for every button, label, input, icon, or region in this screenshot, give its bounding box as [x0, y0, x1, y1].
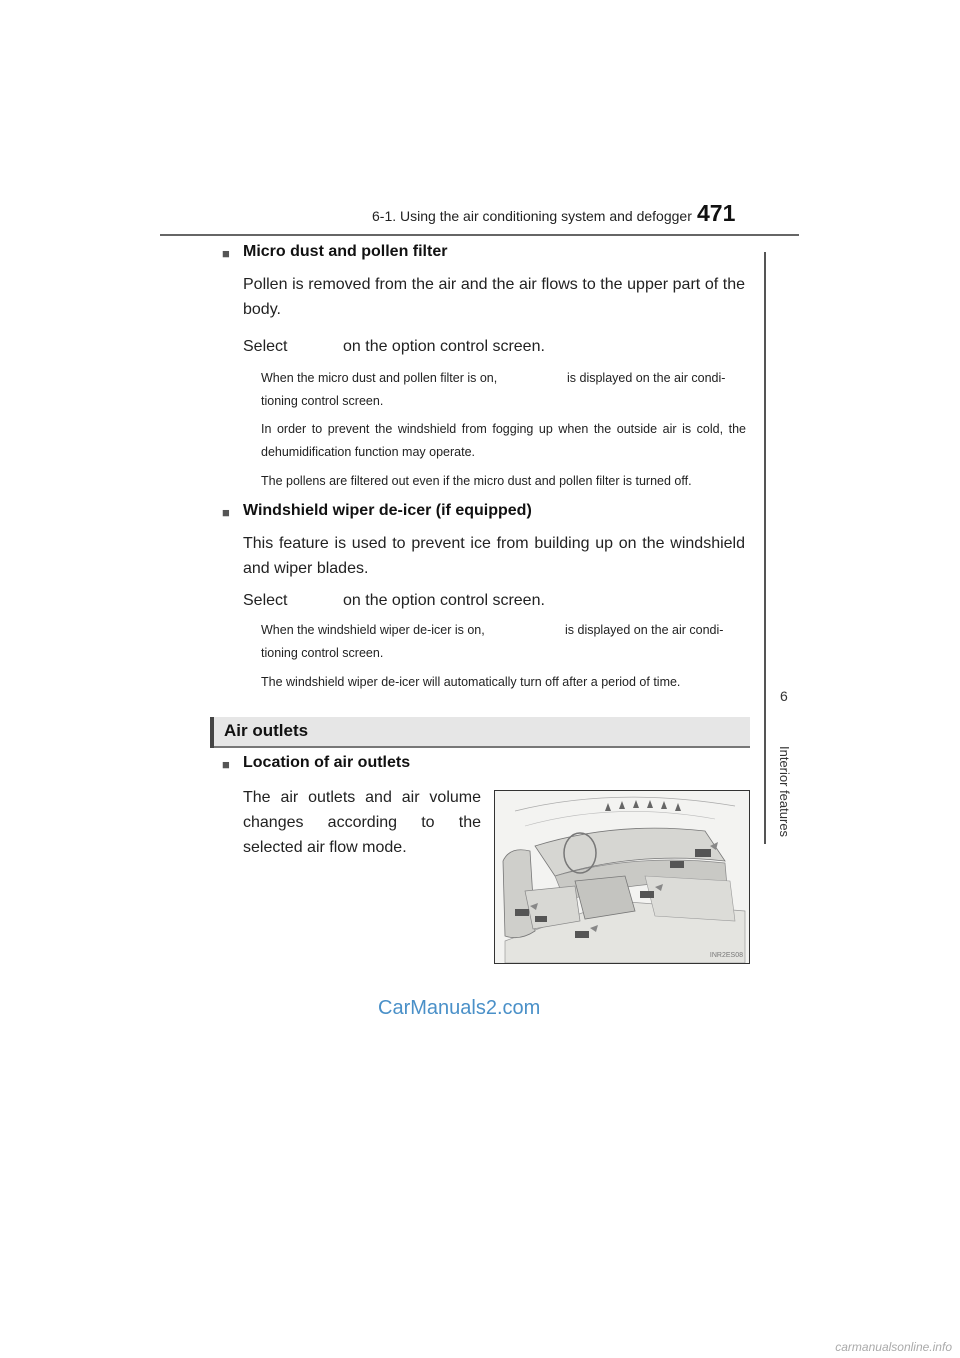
- air-outlets-heading: Location of air outlets: [243, 754, 411, 771]
- chapter-label: Interior features: [777, 746, 792, 838]
- micro-dust-select-suffix: on the option control screen.: [343, 338, 545, 355]
- wiper-deicer-note2: The windshield wiper de-icer will automatically turn off after a period of time.: [261, 675, 681, 689]
- wiper-deicer-heading: Windshield wiper de-icer (if equipped): [243, 502, 532, 519]
- watermark-carmanuals2[interactable]: CarManuals2.com: [378, 997, 541, 1019]
- section-heading-accent: [210, 717, 214, 748]
- image-code: INR2ES08: [709, 952, 743, 959]
- micro-dust-body: Pollen is removed from the air and the air flows to the upper part of the body.: [243, 276, 745, 318]
- wiper-deicer-select-suffix: on the option control screen.: [343, 592, 545, 609]
- bullet-square-icon: ■: [222, 757, 230, 772]
- wiper-deicer-note1-a: When the windshield wiper de-icer is on,: [261, 623, 485, 637]
- wiper-deicer-body: This feature is used to prevent ice from building up on the windshield and wiper blades.: [243, 535, 745, 577]
- micro-dust-note1-a: When the micro dust and pollen filter is on,: [261, 371, 498, 385]
- header-section-title: 6-1. Using the air conditioning system and defogger: [372, 208, 692, 224]
- chapter-number: 6: [780, 688, 788, 704]
- micro-dust-note2: In order to prevent the windshield from fogging up when the outside air is cold, the dehumidification function may operate.: [261, 422, 746, 459]
- air-outlets-body: The air outlets and air volume changes according to the selected air flow mode.: [243, 789, 481, 856]
- air-outlets-section-title: Air outlets: [224, 721, 309, 740]
- page-number: 471: [697, 200, 736, 226]
- side-tab-bar: [764, 252, 766, 844]
- micro-dust-select-label: Select: [243, 338, 288, 355]
- micro-dust-note3: The pollens are filtered out even if the micro dust and pollen filter is turned off.: [261, 474, 692, 488]
- bullet-square-icon: ■: [222, 505, 230, 520]
- wiper-deicer-note1-c: tioning control screen.: [261, 646, 384, 660]
- micro-dust-note1-b: is displayed on the air condi-: [567, 371, 726, 385]
- watermark-carmanualsonline[interactable]: carmanualsonline.info: [835, 1340, 952, 1354]
- header-rule: [160, 234, 799, 236]
- bullet-square-icon: ■: [222, 246, 230, 261]
- air-outlets-illustration: [494, 790, 750, 964]
- wiper-deicer-select-label: Select: [243, 592, 288, 609]
- wiper-deicer-note1-b: is displayed on the air condi-: [565, 623, 724, 637]
- micro-dust-note1-c: tioning control screen.: [261, 394, 384, 408]
- micro-dust-heading: Micro dust and pollen filter: [243, 243, 448, 260]
